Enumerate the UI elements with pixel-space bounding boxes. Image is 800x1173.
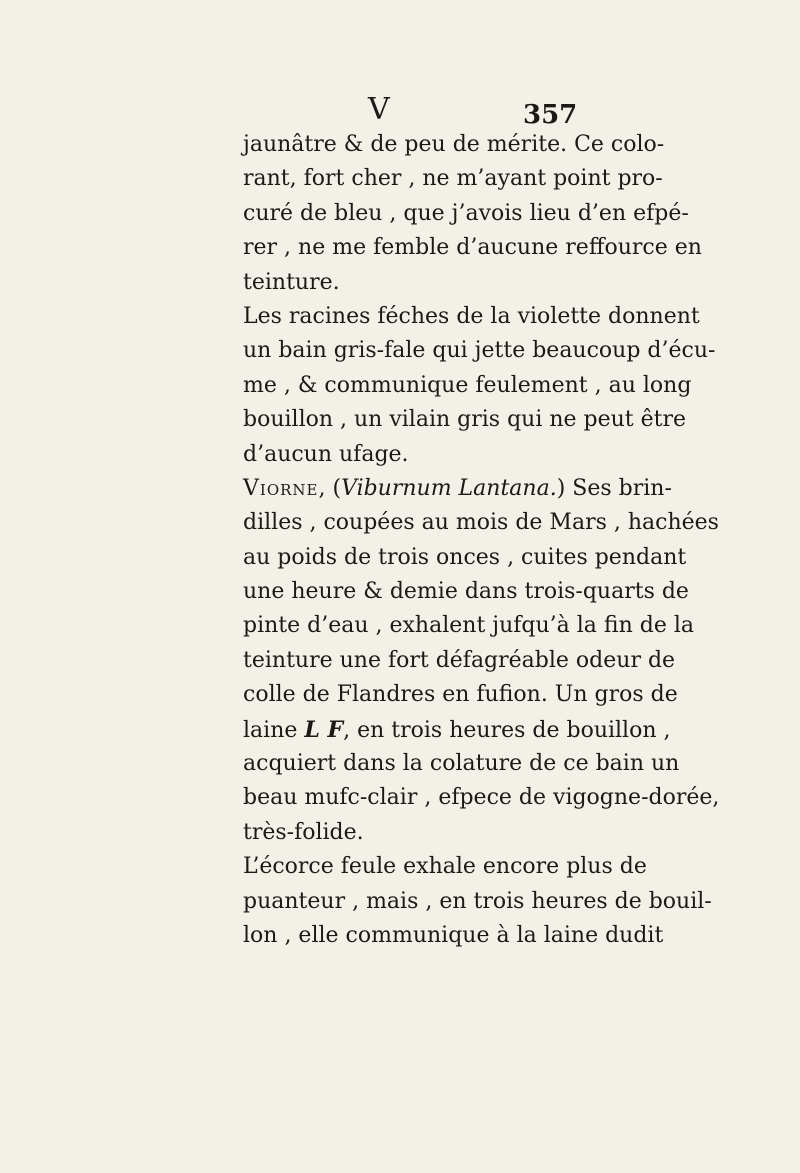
entry-term: Viorne: [243, 475, 319, 501]
text-line: très-folide.: [243, 819, 364, 845]
laine-after: , en trois heures de bouillon ,: [343, 717, 671, 743]
text-line: rer , ne me femble d’aucune reffource en: [243, 235, 702, 261]
text-line: jaunâtre & de peu de mérite. Ce colo-: [243, 132, 665, 157]
text-line: rant, fort cher , ne m’ayant point pro-: [243, 166, 663, 192]
running-head: [0, 92, 800, 132]
page-number: 357: [523, 100, 578, 130]
text-line: dilles , coupées au mois de Mars , hachées: [243, 510, 719, 536]
laine-mark: L F: [304, 716, 344, 743]
text-line: acquiert dans la colature de ce bain un: [243, 751, 680, 777]
body-text: [243, 128, 720, 953]
text-line: teinture une fort défagréable odeur de: [243, 647, 676, 673]
text-line: colle de Flandres en fufion. Un gros de: [243, 682, 678, 708]
text-line: beau mufc-clair , efpece de vigogne-dorée,: [243, 785, 720, 811]
text-line: un bain gris-fale qui jette beaucoup d’écu-: [243, 338, 716, 364]
entry-punct: , (: [318, 475, 342, 501]
running-head-letter: V: [368, 92, 391, 127]
text-line: teinture.: [243, 269, 340, 295]
text-line: bouillon , un vilain gris qui ne peut être: [243, 407, 687, 433]
entry-rest: ) Ses brin-: [556, 475, 672, 501]
text-line: curé de bleu , que j’avois lieu d’en efpé-: [243, 200, 689, 226]
laine-line: [243, 713, 671, 747]
text-line: d’aucun ufage.: [243, 441, 409, 467]
text-line: Les racines féches de la violette donnent: [243, 303, 700, 329]
text-line: L’écorce feule exhale encore plus de: [243, 854, 647, 880]
viorne-entry-line: [243, 472, 672, 506]
text-line: pinte d’eau , exhalent jufqu’à la fin de la: [243, 613, 694, 639]
text-line: au poids de trois onces , cuites pendant: [243, 544, 687, 570]
text-line: une heure & demie dans trois-quarts de: [243, 579, 689, 605]
text-line: me , & communique feulement , au long: [243, 372, 692, 398]
latin-name: Viburnum Lantana.: [341, 475, 557, 501]
text-line: lon , elle communique à la laine dudit: [243, 922, 664, 948]
text-line: puanteur , mais , en trois heures de bouil-: [243, 888, 712, 914]
laine-before: laine: [243, 717, 305, 743]
